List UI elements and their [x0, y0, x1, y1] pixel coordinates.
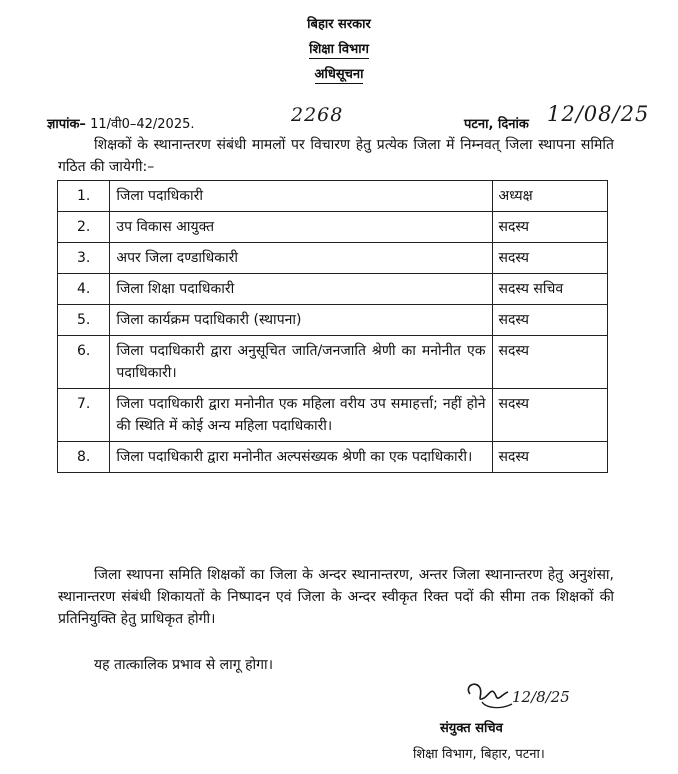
- member-serial: 4.: [58, 274, 110, 305]
- member-role: सदस्य: [492, 442, 607, 473]
- member-serial: 2.: [58, 212, 110, 243]
- member-role: सदस्य सचिव: [492, 274, 607, 305]
- member-designation: जिला पदाधिकारी: [110, 181, 492, 212]
- signatory-department: शिक्षा विभाग, बिहार, पटना।: [413, 747, 545, 762]
- member-designation: जिला पदाधिकारी द्वारा अनुसूचित जाति/जनजाति श्रेणी का मनोनीत एक पदाधिकारी।: [110, 336, 492, 389]
- handwritten-date: 12/08/25: [547, 102, 650, 126]
- signatory-designation: संयुक्त सचिव: [440, 721, 503, 736]
- member-serial: 3.: [58, 243, 110, 274]
- member-designation: जिला शिक्षा पदाधिकारी: [110, 274, 492, 305]
- member-role: सदस्य: [492, 389, 607, 442]
- member-designation: जिला पदाधिकारी द्वारा मनोनीत एक महिला वरीय उप समाहर्त्ता; नहीं होने की स्थिति में कोई अन्य महिला पदाधिकारी।: [110, 389, 492, 442]
- handwritten-signature: [456, 672, 586, 716]
- handwritten-memo-number: 2268: [291, 104, 344, 126]
- effect-line: यह तात्कालिक प्रभाव से लागू होगा।: [94, 657, 273, 673]
- member-serial: 1.: [58, 181, 110, 212]
- intro-paragraph: शिक्षकों के स्थानान्तरण संबंधी मामलों पर विचारण हेतु प्रत्येक जिला में निम्नवत् जिला स्थापना समिति गठित की जायेगी:–: [58, 137, 614, 175]
- member-serial: 7.: [58, 389, 110, 442]
- member-role: सदस्य: [492, 212, 607, 243]
- member-row: [58, 243, 608, 274]
- document-type-heading: अधिसूचना: [0, 64, 678, 84]
- member-designation: अपर जिला दण्डाधिकारी: [110, 243, 492, 274]
- member-row: [58, 212, 608, 243]
- member-role: सदस्य: [492, 336, 607, 389]
- government-heading: बिहार सरकार: [307, 17, 371, 32]
- signature-date: 12/8/25: [512, 688, 570, 706]
- member-role: सदस्य: [492, 243, 607, 274]
- reference-line: [47, 102, 650, 136]
- member-role: सदस्य: [492, 305, 607, 336]
- memo-number-value: 11/वी0–42/2025.: [90, 117, 195, 132]
- member-designation: उप विकास आयुक्त: [110, 212, 492, 243]
- member-row: [58, 442, 608, 473]
- body-paragraph: जिला स्थापना समिति शिक्षकों का जिला के अन्दर स्थानान्तरण, अन्तर जिला स्थानान्तरण हेतु अनुशंसा, स्थानान्तरण संबंधी शिकायतों के निष्पादन एवं जिला के अन्दर स्वीकृत रिक्त पदों की सीमा तक शिक्षकों की प्रतिनियुक्ति हेतु प्राधिकृत होगी।: [58, 567, 614, 627]
- member-row: [58, 336, 608, 389]
- place-date-label: पटना, दिनांक: [464, 117, 529, 132]
- member-designation: जिला पदाधिकारी द्वारा मनोनीत अल्पसंख्यक श्रेणी का एक पदाधिकारी।: [110, 442, 492, 473]
- member-row: [58, 389, 608, 442]
- member-serial: 5.: [58, 305, 110, 336]
- memo-number: [47, 114, 195, 132]
- member-serial: 8.: [58, 442, 110, 473]
- member-row: [58, 305, 608, 336]
- committee-members-table: [57, 180, 608, 473]
- member-role: अध्यक्ष: [492, 181, 607, 212]
- member-row: [58, 274, 608, 305]
- signature-scribble: [456, 672, 586, 716]
- member-designation: जिला कार्यक्रम पदाधिकारी (स्थापना): [110, 305, 492, 336]
- member-serial: 6.: [58, 336, 110, 389]
- member-row: [58, 181, 608, 212]
- department-heading: शिक्षा विभाग: [0, 39, 678, 59]
- memo-number-prefix: ज्ञापांक–: [47, 117, 86, 132]
